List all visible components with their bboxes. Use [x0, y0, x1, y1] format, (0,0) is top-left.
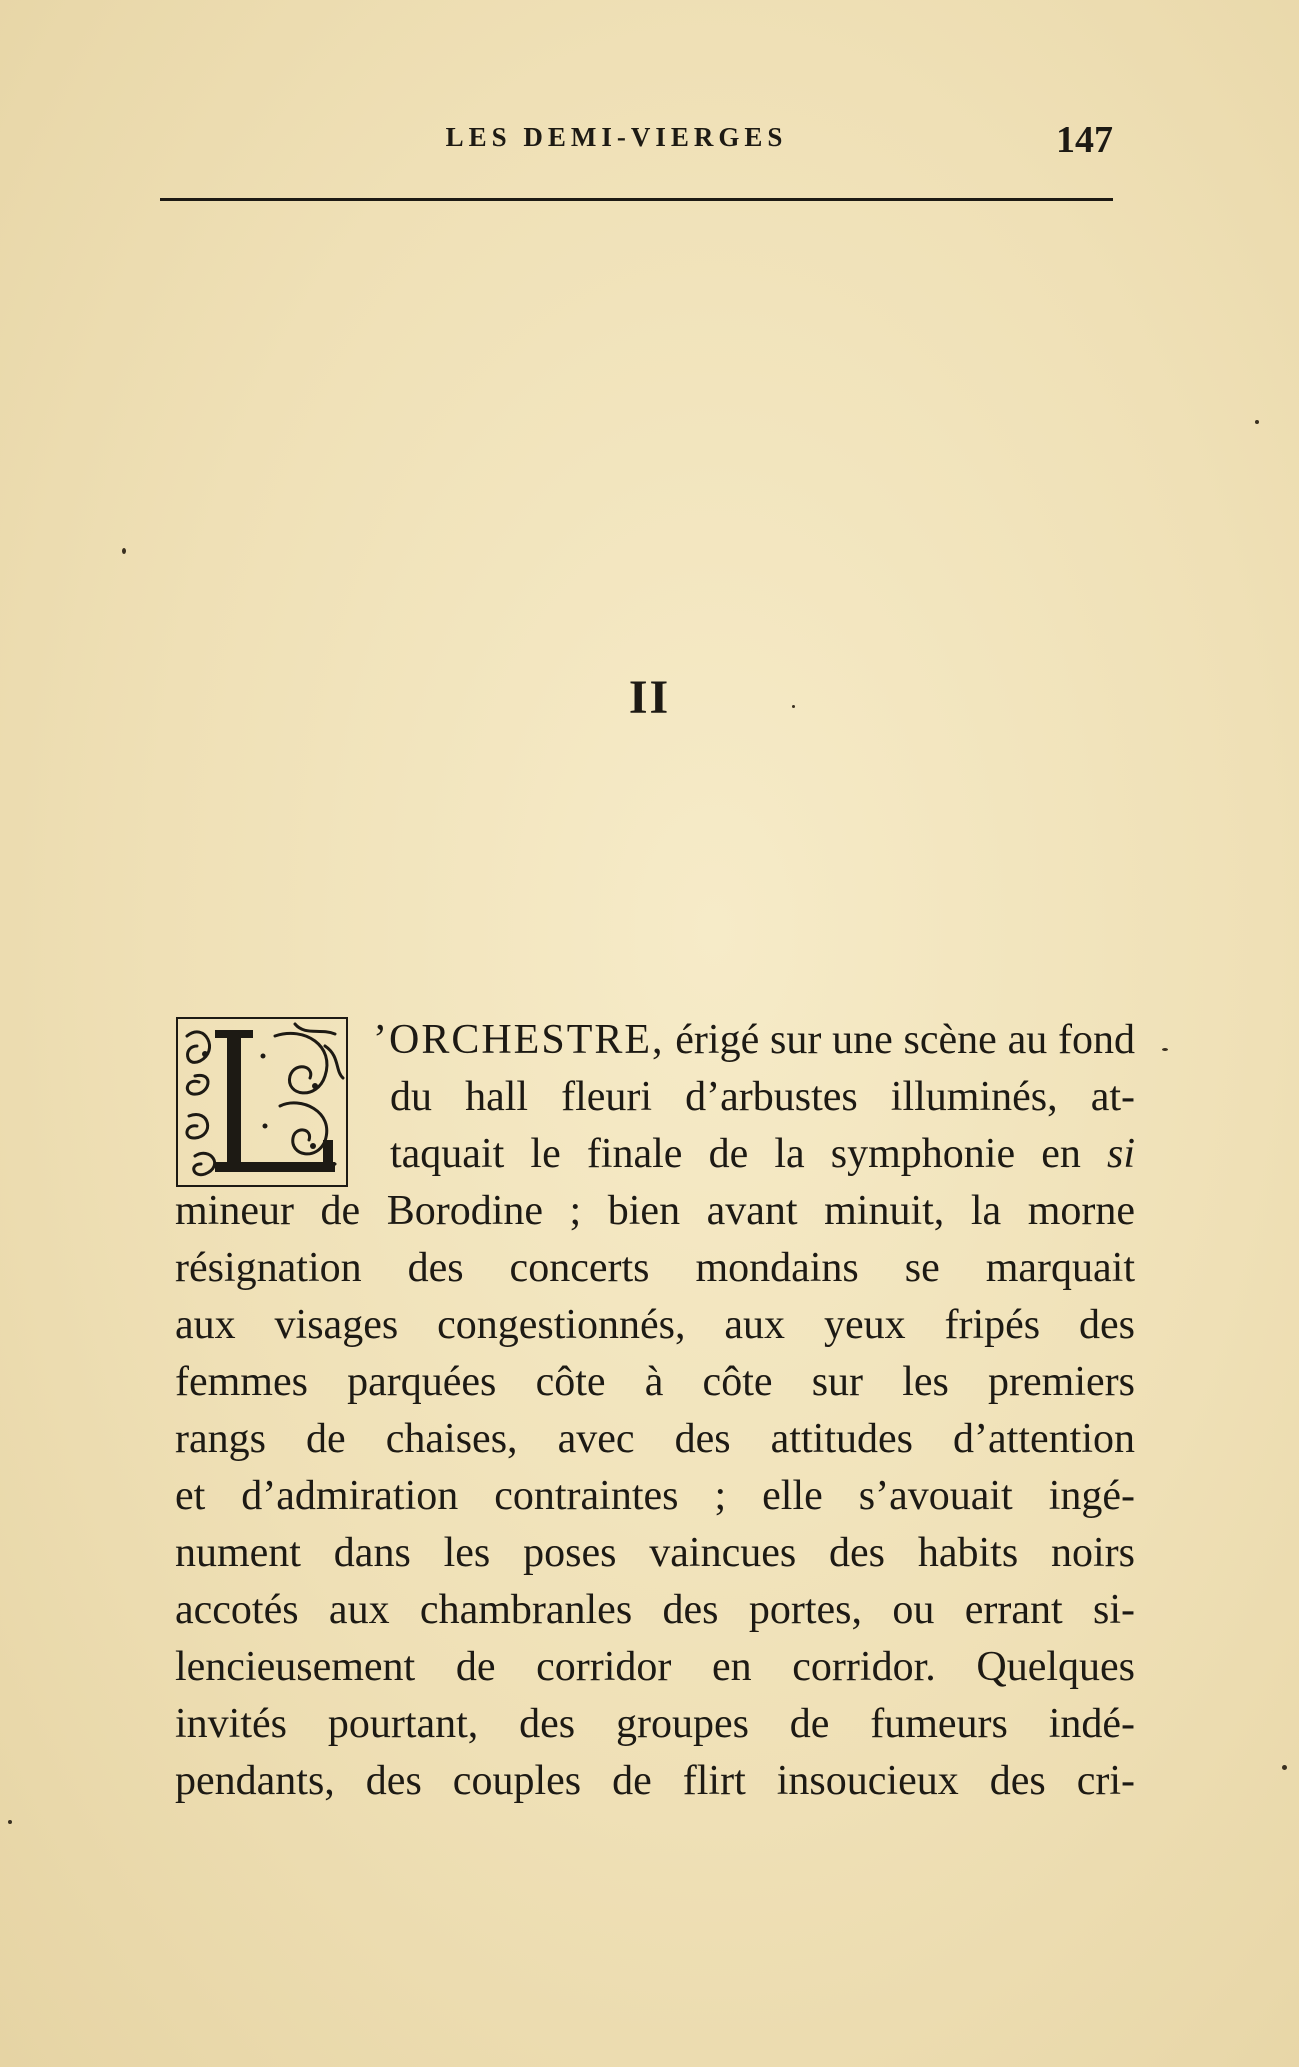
text-line	[390, 1126, 1135, 1183]
text-caps: ’ORCHESTRE,	[373, 1017, 665, 1063]
text-line: invités pourtant, des groupes de fumeurs indé-	[175, 1701, 1135, 1747]
text-line: et d’admiration contraintes ; elle s’avouait ingé-	[175, 1473, 1135, 1519]
text-line: du hall fleuri d’arbustes illuminés, at-	[390, 1074, 1135, 1120]
text-line: lencieusement de corridor en corridor. Quelques	[175, 1644, 1135, 1690]
paper-speck	[1162, 1048, 1168, 1051]
header-rule	[160, 198, 1113, 201]
text-span: taquait le finale de la symphonie en	[390, 1131, 1107, 1177]
text-line: aux visages congestionnés, aux yeux fripés des	[175, 1302, 1135, 1348]
body-text	[175, 1012, 1135, 1810]
ornamental-drop-cap	[175, 1016, 349, 1188]
paper-speck	[1282, 1765, 1287, 1770]
text-line: résignation des concerts mondains se marquait	[175, 1245, 1135, 1291]
paper-speck	[792, 705, 795, 708]
page-number: 147	[1056, 119, 1113, 161]
text-line: pendants, des couples de flirt insoucieux des cri-	[175, 1758, 1135, 1804]
text-line: femmes parquées côte à côte sur les premiers	[175, 1359, 1135, 1405]
paper-speck	[122, 548, 126, 554]
running-head	[160, 118, 1113, 168]
paper-speck	[8, 1820, 12, 1824]
paper-speck	[1255, 420, 1259, 424]
text-line	[373, 1012, 1135, 1069]
running-title: LES DEMI-VIERGES	[445, 122, 788, 152]
text-line: accotés aux chambranles des portes, ou errant si-	[175, 1587, 1135, 1633]
text-span: érigé sur une scène au fond	[664, 1017, 1135, 1063]
text-line: mineur de Borodine ; bien avant minuit, la morne	[175, 1188, 1135, 1234]
text-italic: si	[1106, 1131, 1135, 1177]
text-line: nument dans les poses vaincues des habits noirs	[175, 1530, 1135, 1576]
drop-cap-letter: L	[175, 1016, 176, 1017]
chapter-number: II	[628, 671, 671, 724]
text-line: rangs de chaises, avec des attitudes d’attention	[175, 1416, 1135, 1462]
